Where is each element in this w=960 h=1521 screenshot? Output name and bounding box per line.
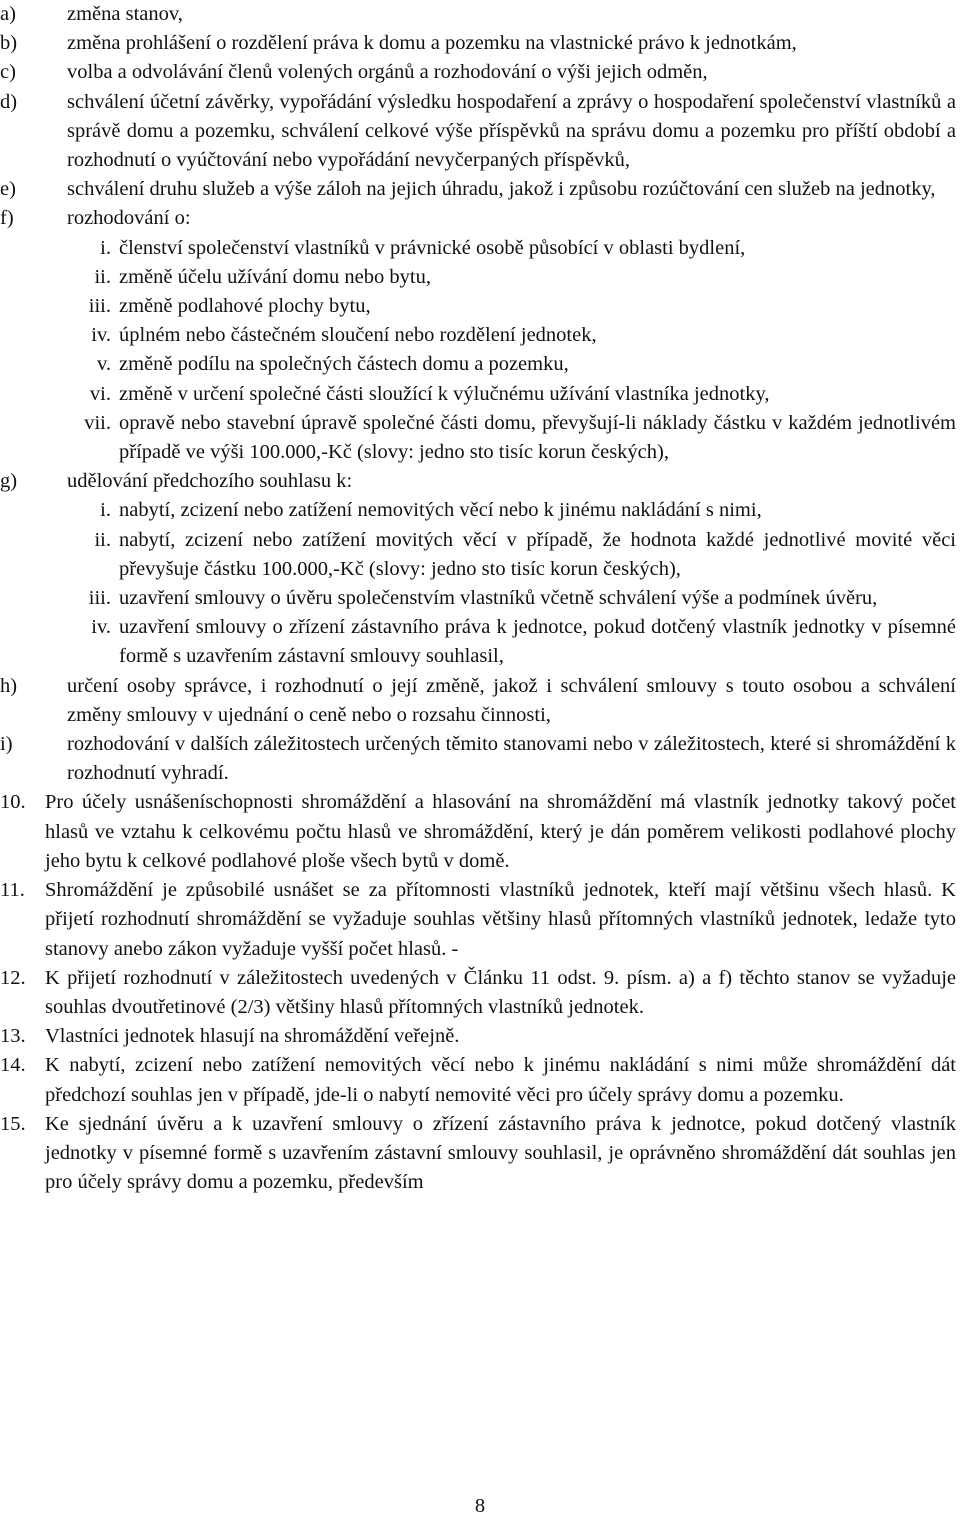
item-label: iv. xyxy=(91,616,111,639)
item-label: i) xyxy=(0,733,13,756)
item-text: schválení účetní závěrky, vypořádání výsledku hospodaření a zprávy o hospodaření společenství vlastníků a správě domu a pozemku, schválení celkové výše příspěvků na správu domu a pozemku pro příští období a rozhodnutí o vyúčtování nebo vypořádání nevyčerpaných příspěvků, xyxy=(67,90,956,172)
paragraph-15 xyxy=(0,1110,956,1198)
list-item-b xyxy=(0,29,956,58)
paragraph-text: Ke sjednání úvěru a k uzavření smlouvy o zřízení zástavního práva k jednotce, pokud dotčený vlastník jednotky v písemné formě s uzavřením zástavní smlouvy souhlasil, je oprávněno shromáždění dát souhlas jen pro účely správy domu a pozemku, především xyxy=(45,1112,956,1194)
paragraph-10 xyxy=(0,788,956,876)
list-item-i xyxy=(0,730,956,788)
item-label: ii. xyxy=(94,265,111,288)
item-label: iv. xyxy=(91,324,111,347)
list-item-h xyxy=(0,672,956,730)
item-label: i. xyxy=(100,499,111,522)
sub-item-f-vi xyxy=(0,380,956,409)
item-text: určení osoby správce, i rozhodnutí o její změně, jakož i schválení smlouvy s touto osobou a schválení změny smlouvy v ujednání o ceně nebo o rozsahu činnosti, xyxy=(67,674,956,726)
item-text: udělování předchozího souhlasu k: xyxy=(67,470,353,493)
paragraph-11 xyxy=(0,876,956,964)
list-item-d xyxy=(0,88,956,176)
item-text: rozhodování v dalších záležitostech určených těmito stanovami nebo v záležitostech, které si shromáždění k rozhodnutí vyhradí. xyxy=(67,733,956,785)
paragraph-text: Pro účely usnášeníschopnosti shromáždění a hlasování na shromáždění má vlastník jednotky takový počet hlasů ve vztahu k celkovému počtu hlasů ve shromáždění, který je dán poměrem velikosti podlahové plochy jeho bytu k celkové podlahové ploše všech bytů v domě. xyxy=(45,791,956,872)
item-label: v. xyxy=(96,353,111,376)
sub-item-g-ii xyxy=(0,526,956,584)
sub-item-g-iii xyxy=(0,584,956,613)
paragraph-13 xyxy=(0,1022,956,1051)
item-label: ii. xyxy=(94,528,111,551)
item-label: i. xyxy=(100,236,111,259)
item-text: uzavření smlouvy o úvěru společenstvím vlastníků včetně schválení výše a podmínek úvěru, xyxy=(119,587,878,610)
item-label: iii. xyxy=(88,587,111,610)
list-item-c xyxy=(0,58,956,87)
paragraph-12 xyxy=(0,964,956,1022)
sub-item-f-i xyxy=(0,234,956,263)
item-text: schválení druhu služeb a výše záloh na jejich úhradu, jakož i způsobu rozúčtování cen služeb na jednotky, xyxy=(67,178,936,201)
page-number: 8 xyxy=(474,1495,486,1517)
list-item-g xyxy=(0,467,956,496)
item-label: c) xyxy=(0,61,16,84)
item-text: nabytí, zcizení nebo zatížení nemovitých věcí nebo k jinému nakládání s nimi, xyxy=(119,499,762,522)
paragraph-number: 12. xyxy=(0,966,26,989)
sub-item-f-ii xyxy=(0,263,956,292)
item-label: g) xyxy=(0,470,18,493)
item-label: f) xyxy=(0,207,14,230)
item-text: volba a odvolávání členů volených orgánů a rozhodování o výši jejich odměn, xyxy=(67,61,708,84)
paragraph-number: 13. xyxy=(0,1025,26,1048)
item-text: změně podlahové plochy bytu, xyxy=(119,295,371,318)
item-text: členství společenství vlastníků v právnické osobě působící v oblasti bydlení, xyxy=(119,236,746,259)
item-label: a) xyxy=(0,3,16,25)
sub-item-g-iv xyxy=(0,613,956,671)
item-text: změna stanov, xyxy=(67,3,183,25)
list-item-e xyxy=(0,175,956,204)
item-text: úplném nebo částečném sloučení nebo rozdělení jednotek, xyxy=(119,324,597,347)
item-label: b) xyxy=(0,32,18,55)
item-label: vii. xyxy=(84,411,111,434)
item-text: změna prohlášení o rozdělení práva k domu a pozemku na vlastnické právo k jednotkám, xyxy=(67,32,797,55)
item-text: změně v určení společné části sloužící k výlučnému užívání vlastníka jednotky, xyxy=(119,382,770,405)
list-item-f xyxy=(0,204,956,233)
item-text: změně podílu na společných částech domu a pozemku, xyxy=(119,353,569,376)
paragraph-number: 14. xyxy=(0,1054,26,1077)
paragraph-number: 11. xyxy=(0,879,25,902)
sub-item-g-i xyxy=(0,496,956,525)
item-text: uzavření smlouvy o zřízení zástavního práva k jednotce, pokud dotčený vlastník jednotky v písemné formě s uzavřením zástavní smlouvy souhlasil, xyxy=(119,616,956,668)
item-text: nabytí, zcizení nebo zatížení movitých věcí v případě, že hodnota každé jednotlivé movité věci převyšuje částku 100.000,-Kč (slovy: jedno sto tisíc korun českých), xyxy=(119,528,956,580)
paragraph-text: Vlastníci jednotek hlasují na shromáždění veřejně. xyxy=(45,1025,460,1048)
paragraph-14 xyxy=(0,1051,956,1109)
item-text: rozhodování o: xyxy=(67,207,191,230)
sub-item-f-iv xyxy=(0,321,956,350)
sub-item-f-iii xyxy=(0,292,956,321)
item-label: h) xyxy=(0,674,18,697)
item-text: opravě nebo stavební úpravě společné části domu, převyšují-li náklady částku v každém jednotlivém případě ve výši 100.000,-Kč (slovy: jedno sto tisíc korun českých), xyxy=(119,411,956,464)
paragraph-text: K přijetí rozhodnutí v záležitostech uvedených v Článku 11 odst. 9. písm. a) a f) těchto stanov se vyžaduje souhlas dvoutřetinové (2/3) většiny hlasů přítomných vlastníků jednotek. xyxy=(45,966,956,1018)
sub-item-f-vii xyxy=(0,409,956,467)
paragraph-text: Shromáždění je způsobilé usnášet se za přítomnosti vlastníků jednotek, kteří mají většinu všech hlasů. K přijetí rozhodnutí shromáždění se vyžaduje souhlas většiny hlasů přítomných vlastníků jednotek, ledaže tyto stanovy anebo zákon vyžaduje vyšší počet hlasů. - xyxy=(45,879,956,960)
item-label: iii. xyxy=(88,295,111,318)
item-label: vi. xyxy=(89,382,111,405)
sub-item-f-v xyxy=(0,350,956,379)
item-label: e) xyxy=(0,178,16,201)
paragraph-number: 10. xyxy=(0,791,26,814)
item-text: změně účelu užívání domu nebo bytu, xyxy=(119,265,431,288)
paragraph-text: K nabytí, zcizení nebo zatížení nemovitých věcí nebo k jinému nakládání s nimi může shromáždění dát předchozí souhlas jen v případě, jde-li o nabytí nemovité věci pro účely správy domu a pozemku. xyxy=(45,1054,956,1106)
item-label: d) xyxy=(0,90,18,113)
paragraph-number: 15. xyxy=(0,1112,26,1135)
list-item-a xyxy=(0,0,956,29)
